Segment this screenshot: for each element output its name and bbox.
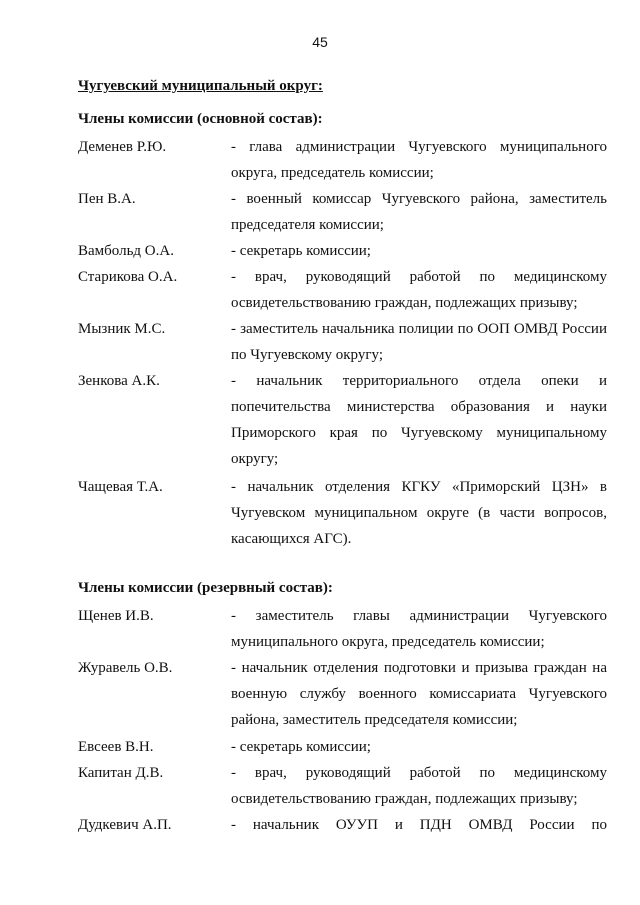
member-role: - начальник ОУУП и ПДН ОМВД России по	[231, 817, 607, 833]
member-name: Вамбольд О.А.	[78, 243, 174, 259]
main-members-heading: Члены комиссии (основной состав):	[78, 111, 323, 127]
page-number: 45	[312, 34, 328, 50]
member-name: Щенев И.В.	[78, 608, 154, 624]
member-role: - секретарь комиссии;	[231, 739, 371, 755]
reserve-members-heading: Члены комиссии (резервный состав):	[78, 580, 333, 596]
member-role: - врач, руководящий работой по медицинскому освидетельствованию граждан, подлежащих призыву;	[231, 765, 607, 807]
member-role: - начальник территориального отдела опеки и попечительства министерства образования и науки Приморского края по Чугуевскому муниципальному округу;	[231, 373, 607, 467]
member-role: - начальник отделения КГКУ «Приморский ЦЗН» в Чугуевском муниципальном округе (в части вопросов, касающихся АГС).	[231, 479, 607, 547]
member-role: - секретарь комиссии;	[231, 243, 371, 259]
member-name: Старикова О.А.	[78, 269, 178, 285]
member-name: Дудкевич А.П.	[78, 817, 172, 833]
member-role: - военный комиссар Чугуевского района, заместитель председателя комиссии;	[231, 191, 607, 233]
member-name: Деменев Р.Ю.	[78, 139, 167, 155]
member-name: Пен В.А.	[78, 191, 136, 207]
member-name: Евсеев В.Н.	[78, 739, 154, 755]
member-role: - заместитель главы администрации Чугуевского муниципального округа, председатель комиссии;	[231, 608, 607, 650]
member-role: - начальник отделения подготовки и призыва граждан на военную службу военного комиссариата Чугуевского района, заместитель председателя комиссии;	[231, 660, 607, 728]
district-heading: Чугуевский муниципальный округ:	[78, 78, 323, 94]
member-name: Журавель О.В.	[78, 660, 173, 676]
member-name: Чащевая Т.А.	[78, 479, 163, 495]
member-role: - заместитель начальника полиции по ООП ОМВД России по Чугуевскому округу;	[231, 321, 607, 363]
member-name: Мызник М.С.	[78, 321, 166, 337]
member-role: - врач, руководящий работой по медицинскому освидетельствованию граждан, подлежащих призыву;	[231, 269, 607, 311]
member-name: Капитан Д.В.	[78, 765, 164, 781]
member-name: Зенкова А.К.	[78, 373, 160, 389]
member-role: - глава администрации Чугуевского муниципального округа, председатель комиссии;	[231, 139, 607, 181]
